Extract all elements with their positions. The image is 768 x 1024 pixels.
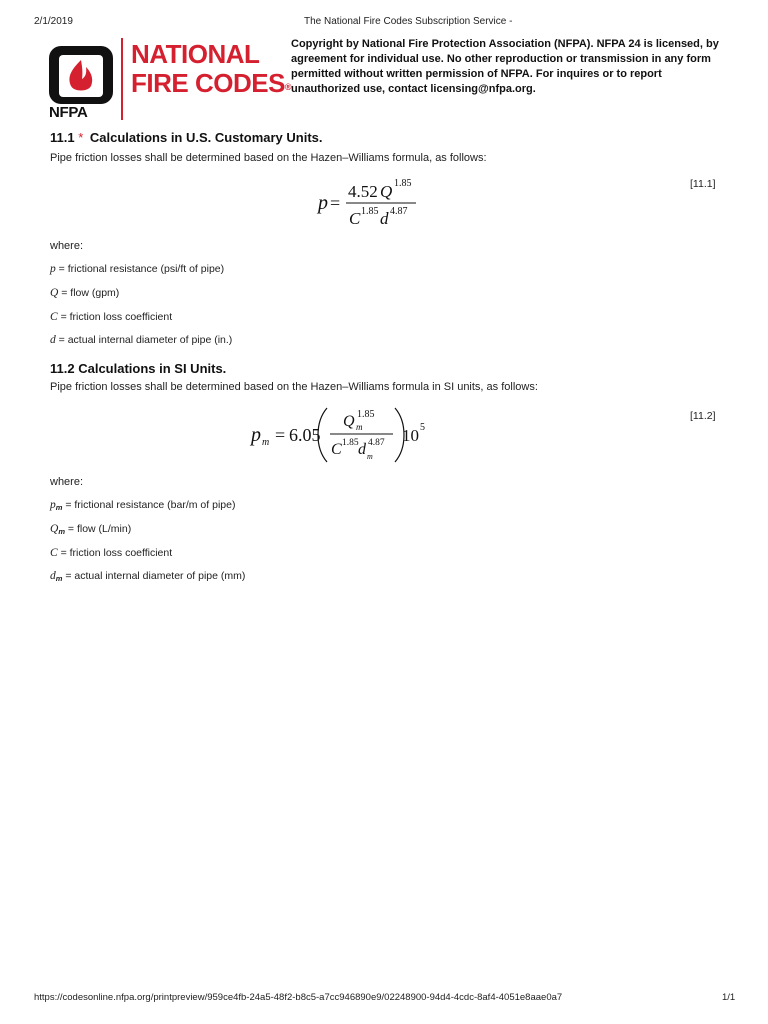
revision-marker: *: [78, 130, 84, 145]
nfpa-logo: [47, 44, 121, 124]
copyright-notice: Copyright by National Fire Protection Association (NFPA). NFPA 24 is licensed, by agreement for individual use. No other reproduction or transmission in any form permitted without written permission of NFPA. For inquires or to report unauthorized use, contact licensing@nfpa.org.: [291, 38, 719, 95]
eq1-num-var: Q: [380, 182, 393, 201]
print-date: 2/1/2019: [34, 16, 73, 27]
eq1-num-coef: 4.52: [348, 182, 378, 201]
eq2-tail-base: 10: [402, 426, 419, 445]
eq2-lhs-sub: m: [262, 437, 270, 448]
eq2-tail-exp: 5: [420, 422, 425, 433]
section-number: 11.2: [50, 361, 75, 376]
page-number: 1/1: [722, 992, 736, 1003]
eq2-lhs: p: [251, 424, 261, 446]
logo-divider: [121, 38, 123, 120]
section-11-2-intro: Pipe friction losses shall be determined based on the Hazen–Williams formula in SI units, as follows:: [50, 381, 538, 393]
definition-pm: $p_m$ = frictional resistance (bar/m of pipe): [50, 499, 236, 512]
brand-line-2: FIRE CODES: [131, 68, 285, 98]
definition-c: C = friction loss coefficient: [50, 311, 173, 323]
section-11-1-heading: [50, 130, 323, 145]
eq2-den-exp2: 4.87: [368, 438, 385, 448]
equation-number-11-2: [11.2]: [690, 410, 716, 422]
eq1-den-var1: C: [349, 209, 361, 228]
definition-q: Q = flow (gpm): [50, 287, 120, 299]
nfpa-logo-text: NFPA: [49, 104, 88, 121]
definition-p: p = frictional resistance (psi/ft of pipe): [50, 263, 225, 275]
where-label: where:: [50, 476, 84, 488]
equation-number-11-1: [11.1]: [690, 178, 716, 190]
eq2-num-var: Q: [343, 413, 355, 430]
print-title: The National Fire Codes Subscription Service -: [304, 16, 513, 27]
section-title: Calculations in U.S. Customary Units.: [89, 130, 323, 145]
section-11-2-heading: [50, 361, 226, 376]
equation-11-2: [245, 402, 435, 468]
brand-name: [131, 40, 291, 98]
eq1-den-var2: d: [380, 209, 389, 228]
eq2-num-exp: 1.85: [357, 409, 375, 420]
equation-11-1: [300, 170, 440, 230]
section-number: 11.1: [50, 130, 75, 145]
eq1-equals: =: [330, 193, 341, 213]
definition-d: d = actual internal diameter of pipe (in.): [50, 334, 233, 346]
eq1-den-exp1: 1.85: [361, 206, 379, 217]
eq2-coef: 6.05: [289, 425, 321, 445]
eq2-num-sub: m: [356, 422, 363, 432]
eq1-lhs: p: [318, 192, 328, 214]
brand-line-1: NATIONAL: [131, 39, 260, 69]
print-url[interactable]: https://codesonline.nfpa.org/printpreview/959ce4fb-24a5-48f2-b8c5-a7cc946890e9/02248900-94d4-4cdc-8af4-4051e8aae0a7: [34, 992, 563, 1003]
where-label: where:: [50, 240, 84, 252]
eq2-equals: =: [275, 425, 286, 445]
section-title: Calculations in SI Units.: [78, 361, 227, 376]
section-11-1-intro: Pipe friction losses shall be determined based on the Hazen–Williams formula, as follows:: [50, 152, 487, 164]
definition-qm: $Q_m$ = flow (L/min): [50, 523, 132, 536]
eq2-den-exp1: 1.85: [342, 438, 359, 448]
eq2-den-sub2: m: [367, 452, 373, 461]
eq1-den-exp2: 4.87: [390, 206, 408, 217]
eq2-den-var2: d: [358, 441, 366, 458]
definition-dm: $d_m$ = actual internal diameter of pipe (mm): [50, 570, 246, 583]
eq2-den-var1: C: [331, 441, 342, 458]
eq1-num-exp: 1.85: [394, 178, 412, 189]
definition-c-si: C = friction loss coefficient: [50, 547, 173, 559]
registered-mark: ®: [284, 82, 292, 92]
